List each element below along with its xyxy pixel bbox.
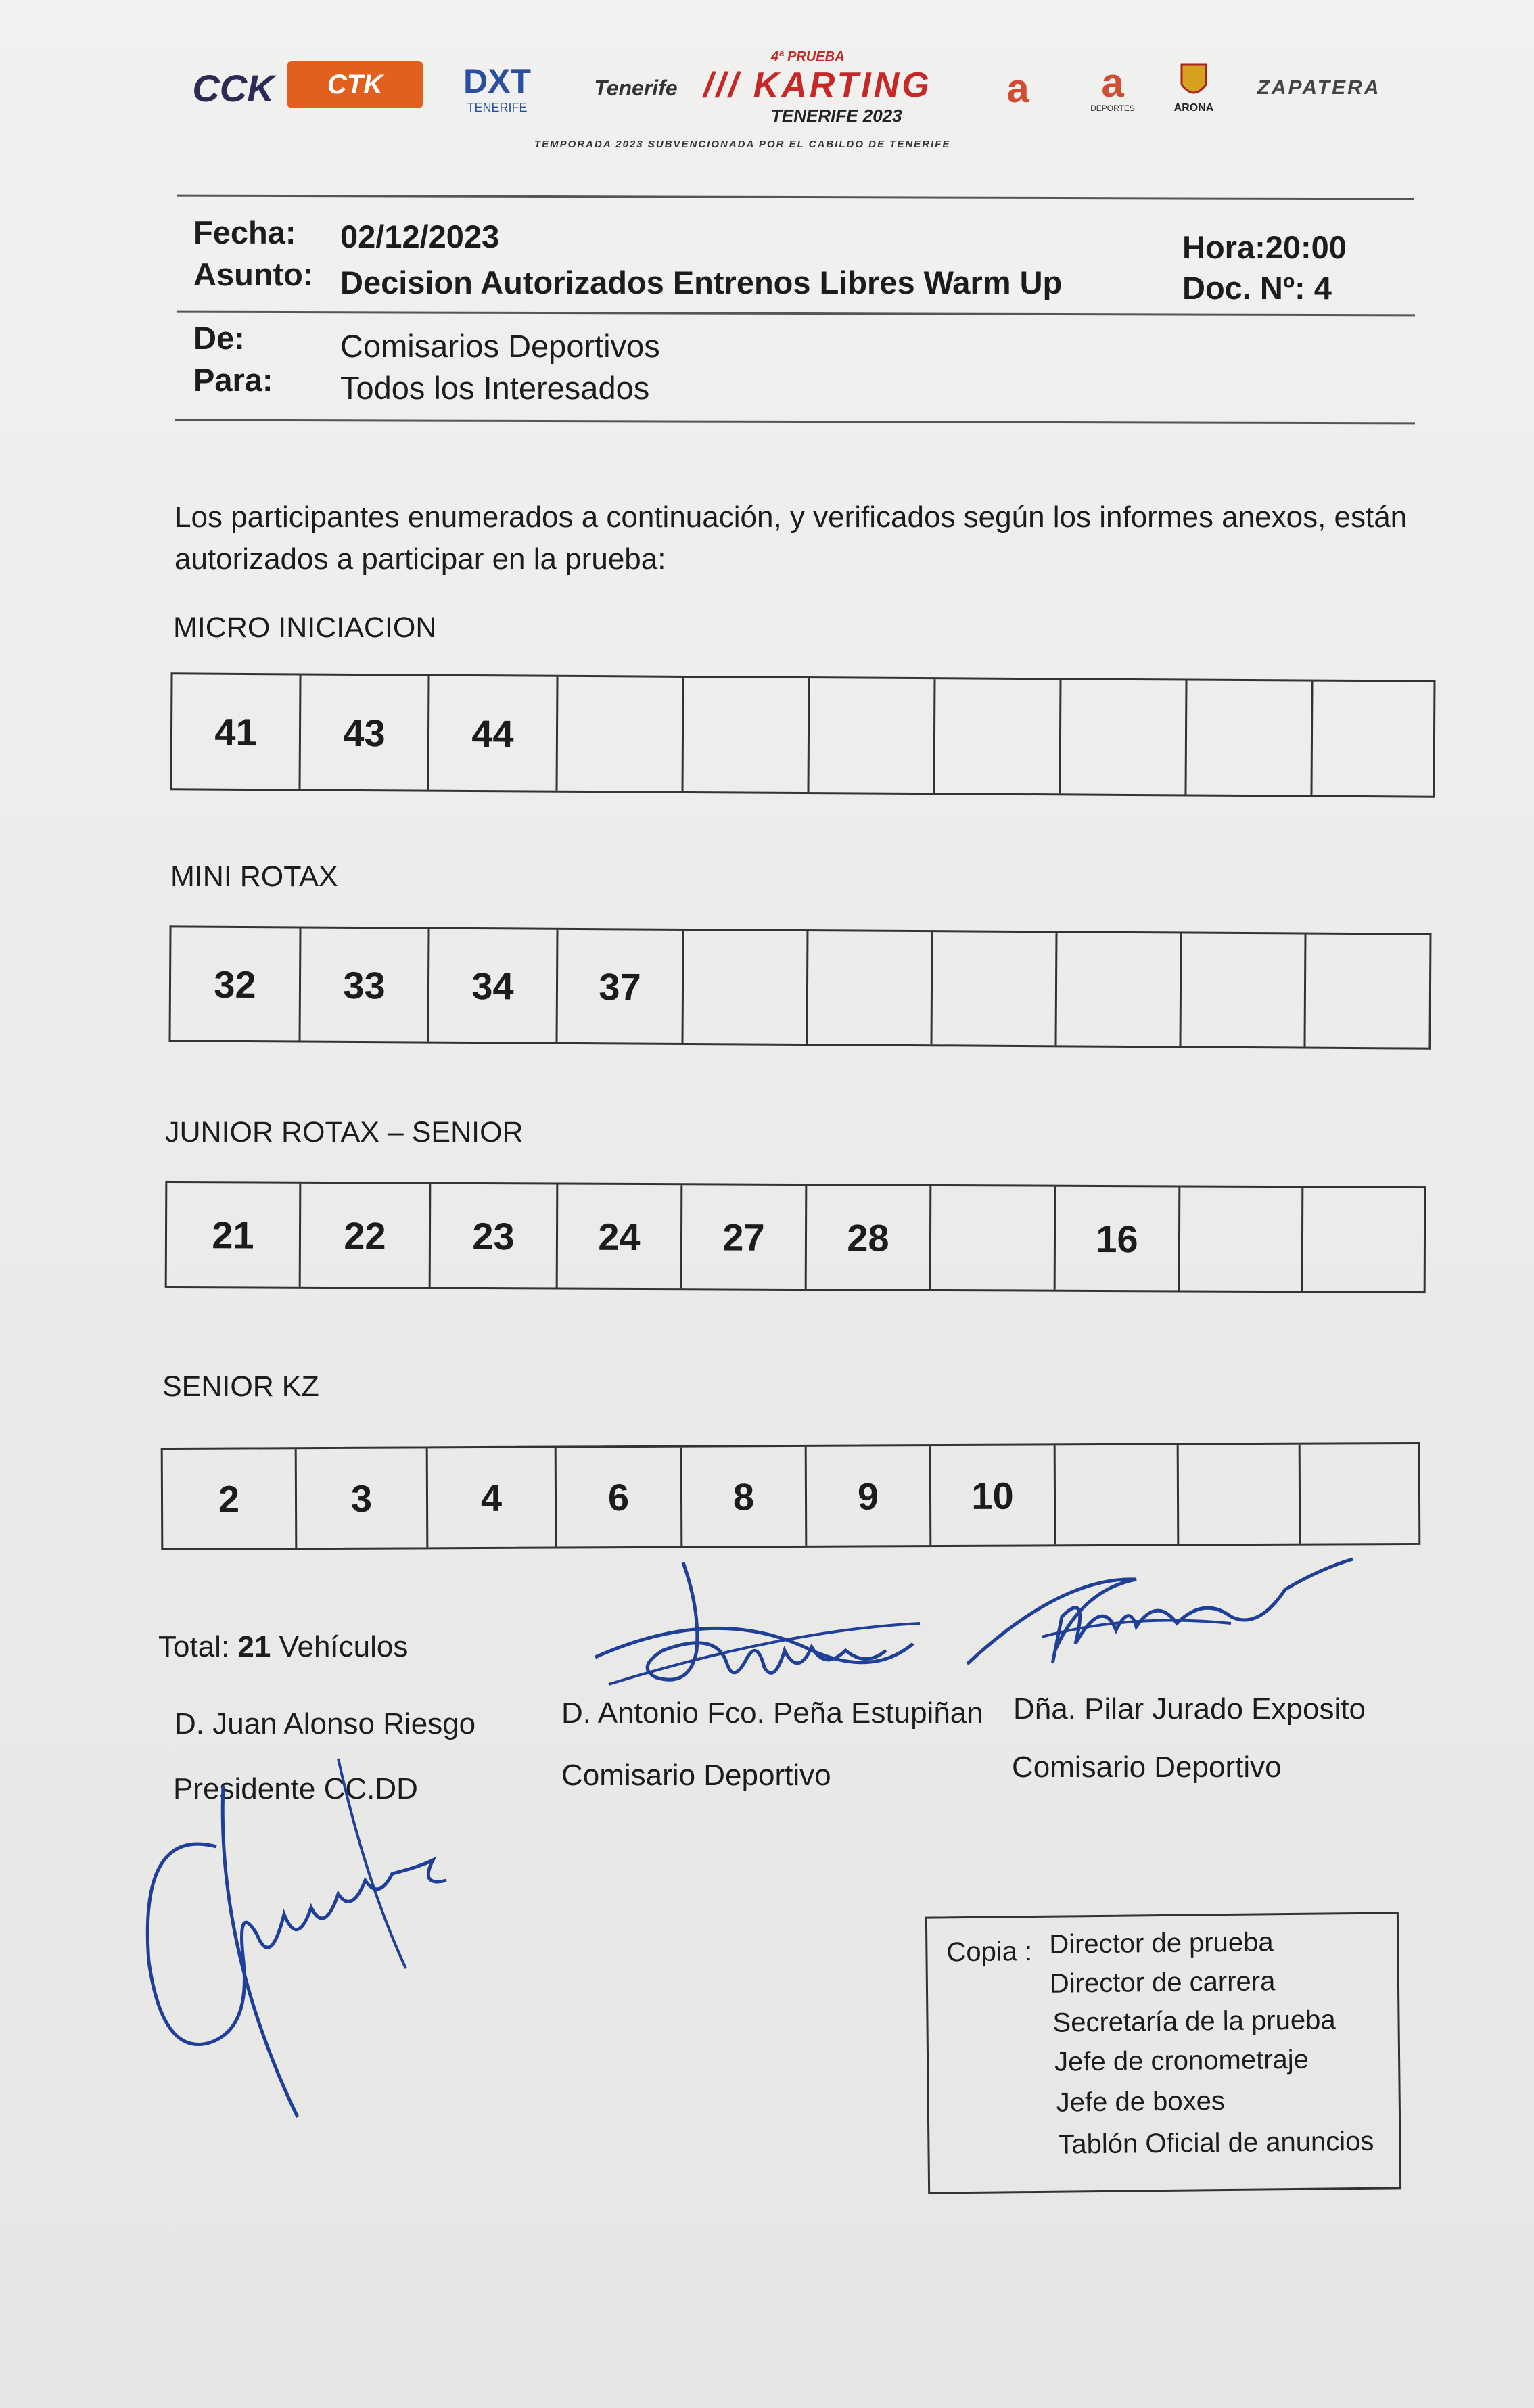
grid-cell: 43: [301, 675, 430, 789]
grid-cell: [683, 931, 808, 1044]
grid-cell: [683, 678, 810, 792]
ctk-logo: CTK: [287, 61, 423, 108]
grid-cell: [1186, 680, 1313, 795]
grid-cell: [557, 677, 684, 791]
cck-logo: CCK: [192, 66, 275, 110]
grid-cell: [1180, 1187, 1304, 1291]
category-title: SENIOR KZ: [162, 1370, 319, 1403]
grid-cell: 44: [429, 676, 558, 791]
grid-cell: 16: [1056, 1187, 1181, 1291]
copia-item: Director de carrera: [1049, 1966, 1276, 1999]
signatory-name: Dña. Pilar Jurado Exposito: [1013, 1692, 1366, 1726]
tagline: TEMPORADA 2023 SUBVENCIONADA POR EL CABILDO DE TENERIFE: [534, 139, 951, 150]
number-grid: [165, 1181, 1426, 1293]
copia-item: Tablón Oficial de anuncios: [1058, 2126, 1374, 2160]
grid-cell: 27: [682, 1185, 808, 1289]
divider: [177, 195, 1414, 200]
grid-cell: 28: [807, 1186, 932, 1289]
arona-ayuntamiento-logo: ARONA: [1163, 47, 1224, 129]
fecha-value: 02/12/2023: [340, 218, 500, 254]
grid-cell: 24: [558, 1184, 683, 1288]
signature-pilar: [960, 1549, 1366, 1698]
grid-cell: [931, 1186, 1056, 1290]
signatory-role: Comisario Deportivo: [1012, 1751, 1282, 1784]
number-grid: [170, 672, 1435, 797]
dxt-tenerife-logo: DXT TENERIFE: [463, 62, 531, 114]
intro-line-1: Los participantes enumerados a continuación, y verificados según los informes anexos, están: [175, 501, 1408, 534]
signatory-role: Presidente CC.DD: [173, 1772, 418, 1805]
grid-cell: [1056, 933, 1182, 1046]
number-grid: [161, 1442, 1421, 1550]
copia-item: Jefe de boxes: [1056, 2086, 1226, 2118]
tenerife-logo: Tenerife: [594, 75, 678, 100]
grid-cell: [1181, 933, 1306, 1046]
de-label: De:: [193, 320, 245, 356]
grid-cell: 2: [163, 1449, 298, 1548]
sponsor-logos: [189, 47, 1393, 149]
grid-cell: [1061, 680, 1187, 794]
grid-cell: 32: [171, 927, 302, 1040]
grid-cell: 41: [172, 674, 302, 789]
copia-label: Copia :: [946, 1937, 1033, 1968]
grid-cell: 23: [431, 1184, 559, 1288]
grid-cell: [932, 932, 1057, 1045]
grid-cell: 8: [682, 1447, 808, 1546]
grid-cell: [935, 679, 1061, 793]
grid-cell: [1179, 1445, 1301, 1544]
copia-item: Jefe de cronometraje: [1054, 2044, 1309, 2077]
grid-cell: 34: [429, 929, 559, 1042]
fecha-label: Fecha:: [193, 214, 296, 250]
signature-juan: [135, 1745, 473, 2124]
para-label: Para:: [193, 362, 273, 398]
signature-antonio: [582, 1549, 960, 1711]
divider: [175, 419, 1415, 425]
divider: [177, 311, 1415, 317]
arona-turismo-logo: a: [1006, 65, 1029, 111]
grid-cell: 3: [297, 1448, 429, 1548]
grid-cell: 6: [557, 1448, 683, 1547]
asunto-label: Asunto:: [193, 256, 314, 292]
copia-item: Director de prueba: [1049, 1927, 1274, 1960]
category-title: JUNIOR ROTAX – SENIOR: [165, 1116, 524, 1149]
grid-cell: [1303, 1188, 1424, 1291]
grid-cell: 4: [428, 1448, 557, 1548]
signatory-name: D. Juan Alonso Riesgo: [175, 1707, 476, 1740]
grid-cell: [1056, 1445, 1180, 1544]
grid-cell: [808, 931, 933, 1044]
grid-cell: 10: [931, 1445, 1056, 1545]
grid-cell: 21: [167, 1183, 302, 1287]
coat-of-arms-icon: [1179, 62, 1209, 102]
intro-line-2: autorizados a participar en la prueba:: [175, 542, 666, 576]
zapatera-logo: ZAPATERA: [1257, 76, 1381, 99]
hora: Hora:20:00: [1182, 229, 1347, 265]
grid-cell: [1301, 1444, 1419, 1544]
de-value: Comisarios Deportivos: [340, 328, 660, 364]
karting-tenerife-logo: 4ª PRUEBA /// KARTING TENERIFE 2023: [703, 49, 932, 126]
doc-number: Doc. Nº: 4: [1182, 270, 1332, 306]
grid-cell: [1305, 935, 1429, 1048]
category-title: MICRO INICIACION: [173, 611, 437, 644]
copia-item: Secretaría de la prueba: [1052, 2005, 1336, 2038]
signatory-role: Comisario Deportivo: [561, 1759, 831, 1792]
total-vehicles: Total: 21 Vehículos: [158, 1630, 409, 1663]
grid-cell: [1312, 682, 1433, 796]
category-title: MINI ROTAX: [170, 860, 338, 893]
copy-distribution-box: [925, 1912, 1401, 2194]
grid-cell: 9: [807, 1446, 932, 1546]
grid-cell: 37: [557, 930, 684, 1043]
para-value: Todos los Interesados: [340, 370, 650, 406]
arona-deportes-logo: a DEPORTES: [1090, 60, 1135, 113]
grid-cell: 33: [301, 928, 430, 1041]
grid-cell: 22: [301, 1184, 432, 1287]
asunto-value: Decision Autorizados Entrenos Libres Warm Up: [340, 264, 1063, 300]
grid-cell: [809, 678, 935, 793]
number-grid: [168, 925, 1431, 1049]
signatory-name: D. Antonio Fco. Peña Estupiñan: [561, 1696, 983, 1730]
